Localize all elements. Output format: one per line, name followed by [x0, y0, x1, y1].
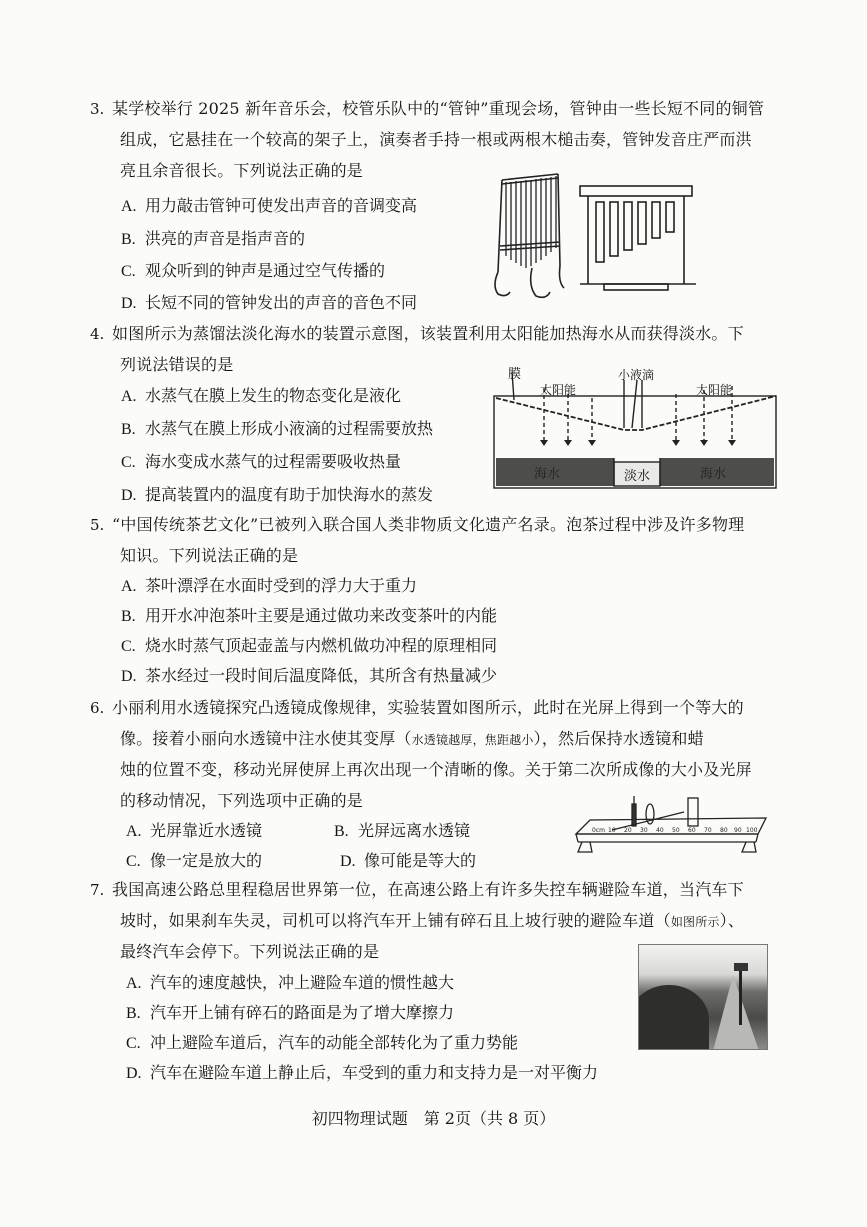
question-number: 5. — [90, 516, 105, 534]
question-text: 某学校举行 2025 新年音乐会，校管乐队中的“管钟”重现会场，管钟由一些长短不同的铜管 — [112, 99, 765, 118]
freshwater-label: 淡水 — [624, 469, 651, 484]
question-text: 亮且余音很长。下列说法正确的是 — [120, 161, 364, 180]
option-b: B. 用开水冲泡茶叶主要是通过做功来改变茶叶的内能 — [121, 606, 498, 625]
option-c: C. 冲上避险车道后，汽车的动能全部转化为了重力势能 — [126, 1033, 519, 1052]
ruler-tick: 40 — [656, 827, 664, 834]
question-number: 4. — [90, 325, 105, 343]
option-c: C. 海水变成水蒸气的过程需要吸收热量 — [121, 452, 402, 471]
ruler-tick: 20 — [624, 827, 632, 834]
question-text: 烛的位置不变，移动光屏使屏上再次出现一个清晰的像。关于第二次所成像的大小及光屏 — [120, 760, 752, 779]
ruler-tick: 80 — [720, 827, 728, 834]
ruler-tick: 100 — [746, 827, 758, 834]
seawater-label-right: 海水 — [700, 467, 727, 482]
seawater-label-left: 海水 — [534, 467, 561, 482]
option-a: A. 用力敲击管钟可使发出声音的音调变高 — [121, 196, 418, 215]
option-b: B. 洪亮的声音是指声音的 — [121, 229, 306, 248]
membrane-label: 膜 — [508, 367, 522, 382]
solar-label-left: 太阳能 — [540, 383, 577, 397]
ruler-tick: 30 — [640, 827, 648, 834]
option-a: A. 汽车的速度越快，冲上避险车道的惯性越大 — [126, 973, 455, 992]
question-text: 我国高速公路总里程稳居世界第一位，在高速公路上有许多失控车辆避险车道，当汽车下 — [112, 880, 744, 899]
optical-bench-figure — [572, 790, 772, 862]
option-c: C. 观众听到的钟声是通过空气传播的 — [121, 261, 386, 280]
question-text: “中国传统茶艺文化”已被列入联合国人类非物质文化遗产名录。泡茶过程中涉及许多物理 — [112, 515, 745, 534]
option-a: A. 水蒸气在膜上发生的物态变化是液化 — [121, 386, 402, 405]
question-text: 像。接着小丽向水透镜中注水使其变厚（水透镜越厚，焦距越小），然后保持水透镜和蜡 — [120, 729, 704, 748]
option-c: C. 烧水时蒸气顶起壶盖与内燃机做功冲程的原理相同 — [121, 636, 498, 655]
option-b: B. 光屏远离水透镜 — [334, 821, 471, 840]
option-a: A. 茶叶漂浮在水面时受到的浮力大于重力 — [121, 576, 418, 595]
solar-label-right: 太阳能 — [696, 383, 733, 397]
option-d: D. 汽车在避险车道上静止后，车受到的重力和支持力是一对平衡力 — [126, 1063, 599, 1082]
option-b: B. 汽车开上铺有碎石的路面是为了增大摩擦力 — [126, 1003, 455, 1022]
option-d: D. 像可能是等大的 — [340, 851, 477, 870]
question-number: 7. — [90, 881, 105, 899]
ruler-tick: 70 — [704, 827, 712, 834]
question-number: 3. — [90, 100, 105, 118]
question-number: 6. — [90, 699, 105, 717]
question-text: 小丽利用水透镜探究凸透镜成像规律，实验装置如图所示，此时在光屏上得到一个等大的 — [112, 698, 744, 717]
question-text: 组成，它悬挂在一个较高的架子上，演奏者手持一根或两根木槌击奏，管钟发音庄严而洪 — [120, 130, 752, 149]
ruler-tick: 50 — [672, 827, 680, 834]
question-text: 的移动情况，下列选项中正确的是 — [120, 791, 364, 810]
ruler-tick: 60 — [688, 827, 696, 834]
question-text: 列说法错误的是 — [120, 355, 234, 374]
option-d: D. 提高装置内的温度有助于加快海水的蒸发 — [121, 485, 434, 504]
question-text: 如图所示为蒸馏法淡化海水的装置示意图，该装置利用太阳能加热海水从而获得淡水。下 — [112, 324, 744, 343]
question-text: 坡时，如果刹车失灵，司机可以将汽车开上铺有碎石且上坡行驶的避险车道（如图所示）、 — [120, 911, 745, 930]
ruler-tick: 0cm — [592, 827, 605, 834]
question-text: 最终汽车会停下。下列说法正确的是 — [120, 942, 380, 961]
option-b: B. 水蒸气在膜上形成小液滴的过程需要放热 — [121, 419, 434, 438]
option-a: A. 光屏靠近水透镜 — [126, 821, 263, 840]
question-text: 知识。下列说法正确的是 — [120, 546, 299, 565]
ruler-tick: 10 — [608, 827, 616, 834]
page-footer: 初四物理试题 第 2页（共 8 页） — [311, 1109, 556, 1128]
droplet-label: 小液滴 — [618, 368, 655, 382]
option-d: D. 长短不同的管钟发出的声音的音色不同 — [121, 293, 418, 312]
desalination-diagram — [492, 366, 780, 492]
option-c: C. 像一定是放大的 — [126, 851, 263, 870]
escape-lane-photo — [638, 944, 768, 1050]
tubular-bells-figure — [488, 168, 706, 308]
option-d: D. 茶水经过一段时间后温度降低，其所含有热量减少 — [121, 666, 498, 685]
ruler-tick: 90 — [734, 827, 742, 834]
